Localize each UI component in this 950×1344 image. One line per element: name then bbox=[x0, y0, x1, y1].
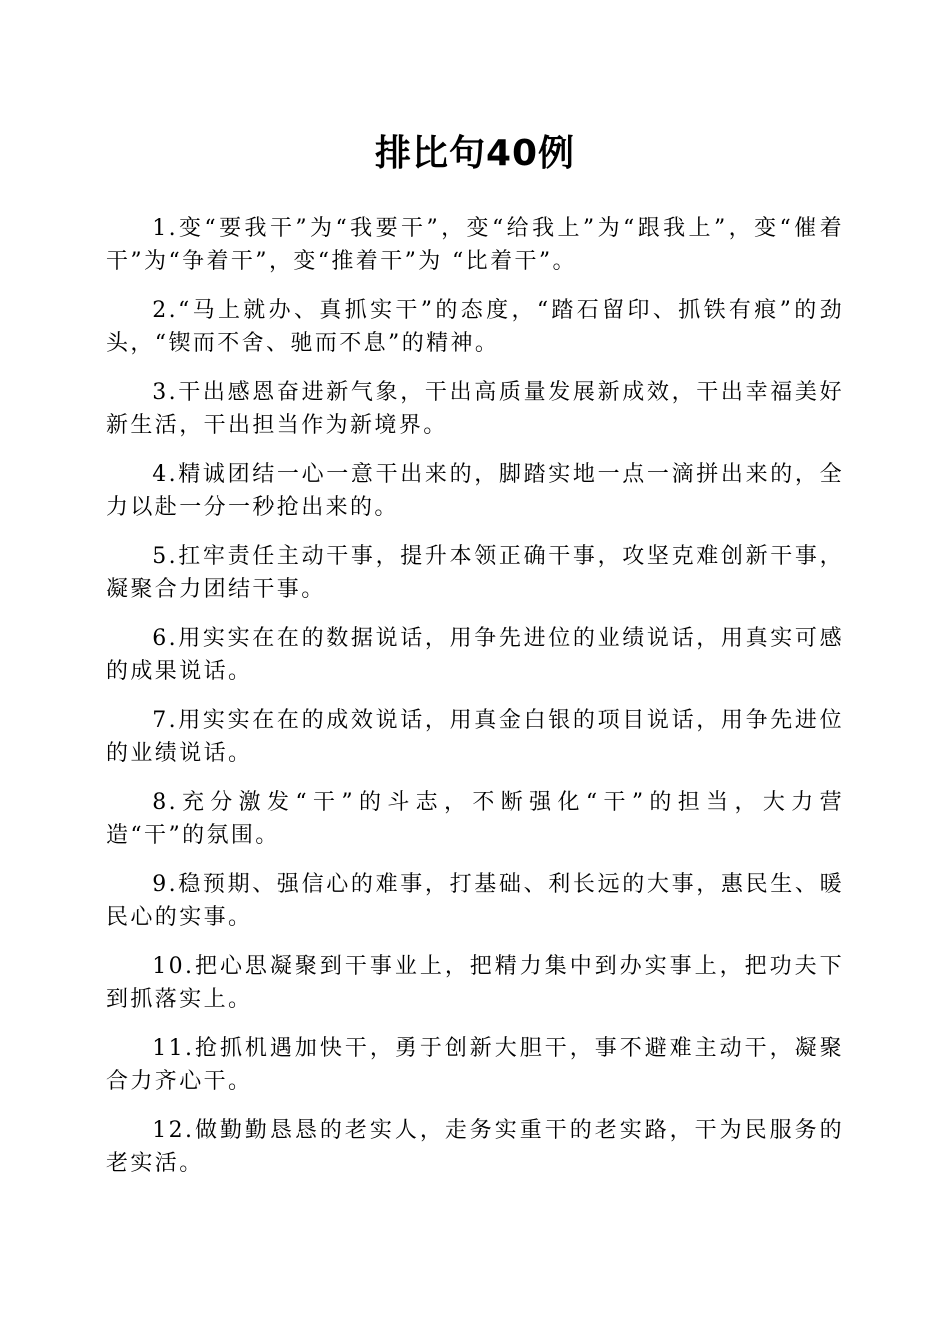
list-item: 6.用实实在在的数据说话，用争先进位的业绩说话，用真实可感的成果说话。 bbox=[106, 626, 844, 684]
list-item: 8.充分激发“干”的斗志，不断强化“干”的担当，大力营造“干”的氛围。 bbox=[106, 790, 844, 848]
list-item: 7.用实实在在的成效说话，用真金白银的项目说话，用争先进位的业绩说话。 bbox=[106, 708, 844, 766]
list-item: 9.稳预期、强信心的难事，打基础、利长远的大事，惠民生、暖民心的实事。 bbox=[106, 872, 844, 930]
list-item: 1.变“要我干”为“我要干”，变“给我上”为“跟我上”，变“催着干”为“争着干”，变“推着干”为 “比着干”。 bbox=[106, 216, 844, 274]
list-item: 10.把心思凝聚到干事业上，把精力集中到办实事上，把功夫下到抓落实上。 bbox=[106, 954, 844, 1012]
list-item: 4.精诚团结一心一意干出来的，脚踏实地一点一滴拼出来的，全力以赴一分一秒抢出来的。 bbox=[106, 462, 844, 520]
page-title: 排比句40例 bbox=[374, 133, 576, 174]
list-item: 12.做勤勤恳恳的老实人，走务实重干的老实路，干为民服务的老实活。 bbox=[106, 1118, 844, 1176]
list-item: 3.干出感恩奋进新气象，干出高质量发展新成效，干出幸福美好新生活，干出担当作为新境界。 bbox=[106, 380, 844, 438]
list-item: 2.“马上就办、真抓实干”的态度，“踏石留印、抓铁有痕”的劲头，“锲而不舍、驰而不息”的精神。 bbox=[106, 298, 844, 356]
item-list bbox=[106, 212, 844, 1180]
list-item: 11.抢抓机遇加快干，勇于创新大胆干，事不避难主动干，凝聚合力齐心干。 bbox=[106, 1036, 844, 1094]
list-item: 5.扛牢责任主动干事，提升本领正确干事，攻坚克难创新干事，凝聚合力团结干事。 bbox=[106, 544, 844, 602]
